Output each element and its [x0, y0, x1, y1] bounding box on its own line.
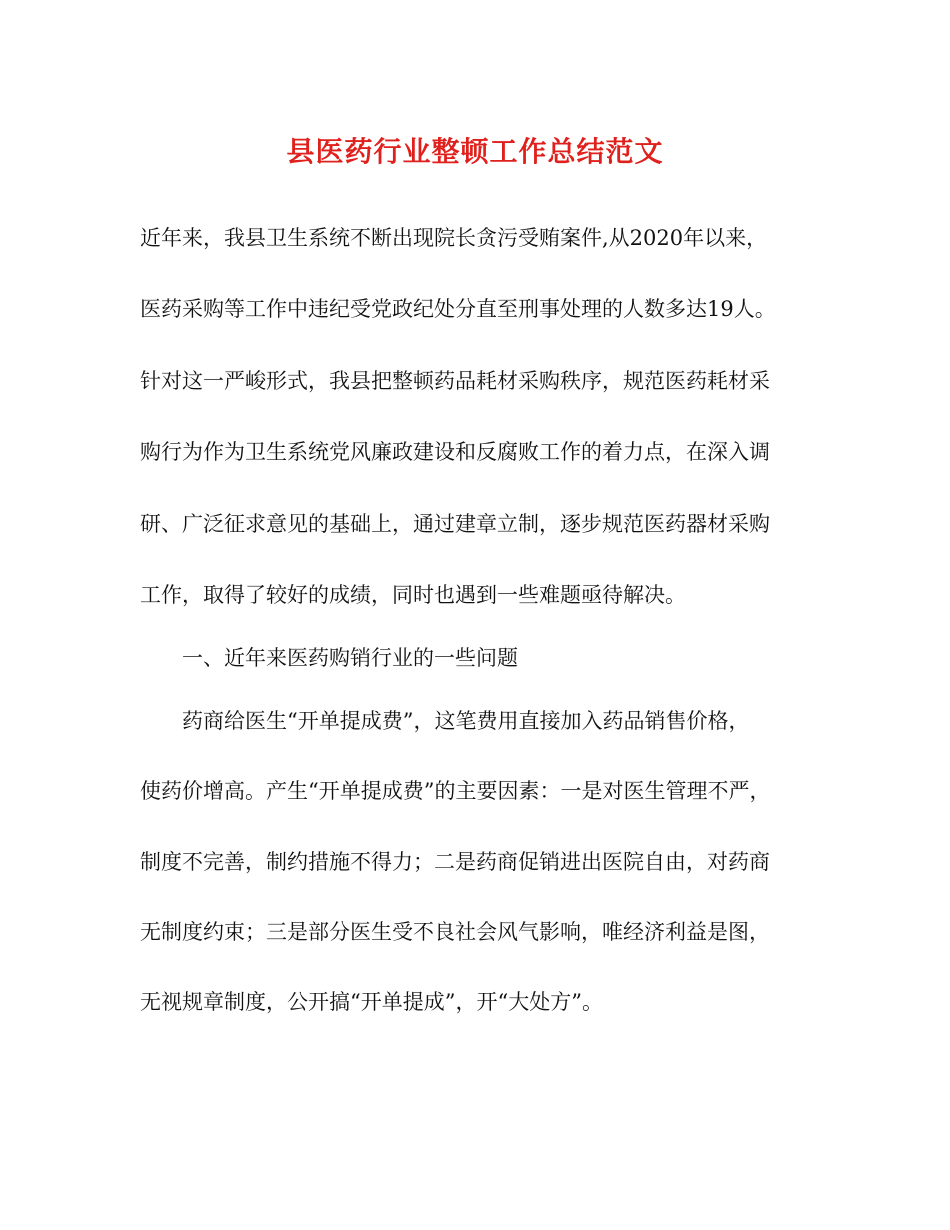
document-title: 县医药行业整顿工作总结范文 [286, 135, 664, 168]
paragraph-line: 使药价增高。产生“开单提成费”的主要因素：一是对医生管理不严， [140, 779, 771, 803]
paragraph-line: 制度不完善，制约措施不得力；二是药商促销进出医院自由，对药商 [140, 850, 770, 874]
paragraph-line: 研、广泛征求意见的基础上，通过建章立制，逐步规范医药器材采购 [140, 512, 770, 536]
paragraph-line: 药商给医生“开单提成费”，这笔费用直接加入药品销售价格， [182, 709, 750, 733]
paragraph-line: 工作，取得了较好的成绩，同时也遇到一些难题亟待解决。 [140, 583, 686, 607]
paragraph-line: 购行为作为卫生系统党风廉政建设和反腐败工作的着力点，在深入调 [140, 440, 770, 464]
paragraph-line: 无视规章制度，公开搞“开单提成”，开“大处方”。 [140, 990, 603, 1014]
paragraph-line: 医药采购等工作中违纪受党政纪处分直至刑事处理的人数多达19人。 [140, 297, 776, 321]
paragraph-line: 针对这一严峻形式，我县把整顿药品耗材采购秩序，规范医药耗材采 [140, 369, 770, 393]
section-heading: 一、近年来医药购销行业的一些问题 [182, 646, 518, 670]
paragraph-line: 无制度约束；三是部分医生受不良社会风气影响，唯经济利益是图， [140, 920, 770, 944]
paragraph-line: 近年来，我县卫生系统不断出现院长贪污受贿案件,从2020年以来， [140, 226, 768, 250]
